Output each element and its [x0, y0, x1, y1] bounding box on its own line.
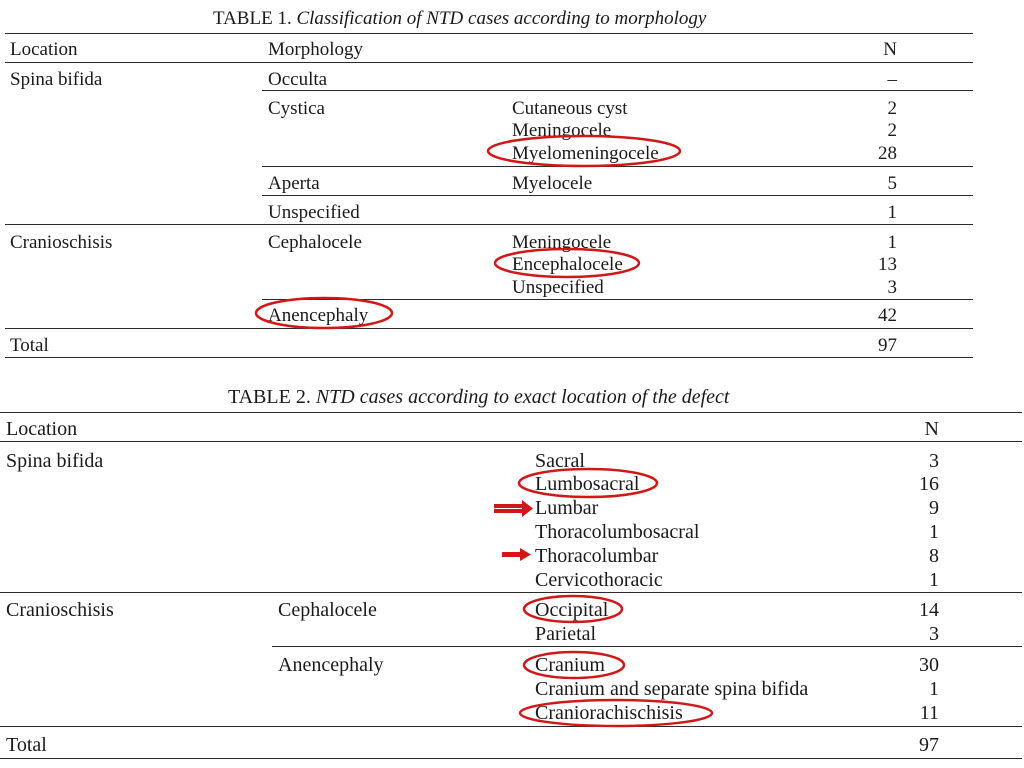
t1-header-location: Location [10, 39, 78, 60]
t1-encephalocele: Encephalocele [512, 254, 623, 275]
t1-anencephaly-n: 42 [878, 305, 897, 326]
t1-ceph-meningocele-n: 1 [887, 232, 897, 253]
table2-top-rule [0, 412, 1022, 413]
t1-cephalocele: Cephalocele [268, 232, 362, 253]
t1-meningocele: Meningocele [512, 120, 612, 141]
t2-craniorachischisis: Craniorachischisis [535, 702, 683, 724]
t1-rule-spina-end [5, 224, 973, 225]
t1-occulta: Occulta [268, 69, 328, 90]
t1-rule-cystica [262, 166, 973, 167]
t2-cranium: Cranium [535, 654, 605, 676]
table2-caption [228, 387, 729, 407]
arrow-lumbar-icon [494, 500, 533, 517]
t1-total: Total [10, 335, 49, 356]
table1-bottom-rule [5, 357, 973, 358]
t2-header-n: N [924, 418, 939, 440]
t2-header-location: Location [6, 418, 78, 440]
t2-thoracolumbosacral-n: 1 [929, 521, 939, 543]
t1-total-n: 97 [878, 335, 897, 356]
t1-unspecified-n: 1 [887, 202, 897, 223]
t2-cranium-sep-n: 1 [929, 678, 939, 700]
t2-lumbar: Lumbar [535, 497, 599, 519]
table2-caption-label: TABLE 2. [228, 386, 311, 408]
t2-parietal-n: 3 [929, 623, 939, 645]
table1-caption-title: Classification of NTD cases according to morphology [296, 8, 707, 29]
t2-cervicothoracic-n: 1 [929, 569, 939, 591]
table1-caption [213, 9, 706, 28]
t2-sacral: Sacral [535, 450, 585, 472]
t2-occipital: Occipital [535, 599, 609, 621]
t2-sacral-n: 3 [929, 450, 939, 472]
t1-anencephaly: Anencephaly [268, 305, 369, 326]
t2-parietal: Parietal [535, 623, 597, 645]
t1-cutaneous-cyst-n: 2 [887, 98, 897, 119]
t2-cranium-n: 30 [919, 654, 939, 676]
t2-lumbar-n: 9 [929, 497, 939, 519]
table1-caption-label: TABLE 1. [213, 8, 292, 29]
t1-rule-aperta [262, 195, 973, 196]
t1-myelocele-n: 5 [887, 173, 897, 194]
t2-cephalocele: Cephalocele [278, 599, 377, 621]
t2-thoracolumbosacral: Thoracolumbosacral [535, 521, 700, 543]
t1-ceph-unspecified-n: 3 [887, 277, 897, 298]
t1-ceph-meningocele: Meningocele [512, 232, 612, 253]
t1-cystica: Cystica [268, 98, 325, 119]
t2-total-n: 97 [919, 734, 939, 756]
t1-encephalocele-n: 13 [878, 254, 897, 275]
table2-header-rule [0, 441, 1022, 442]
t1-cranioschisis: Cranioschisis [10, 232, 113, 253]
t1-myelomeningocele: Myelomeningocele [512, 143, 659, 164]
arrow-thoracolumbar-icon [502, 548, 531, 561]
t2-lumbosacral: Lumbosacral [535, 473, 640, 495]
t1-header-morphology: Morphology [268, 39, 363, 60]
t1-myelomeningocele-n: 28 [878, 143, 897, 164]
table1-top-rule [5, 33, 973, 34]
t1-rule-cephalocele [262, 299, 973, 300]
t2-craniorachischisis-n: 11 [919, 702, 939, 724]
t1-spina-bifida: Spina bifida [10, 69, 103, 90]
t2-lumbosacral-n: 16 [919, 473, 939, 495]
table2-caption-title: NTD cases according to exact location of the defect [315, 386, 730, 408]
t1-ceph-unspecified: Unspecified [512, 277, 604, 298]
t1-cutaneous-cyst: Cutaneous cyst [512, 98, 628, 119]
t2-cranium-sep: Cranium and separate spina bifida [535, 678, 809, 700]
t2-rule-spina-end [0, 592, 1022, 593]
t2-anencephaly: Anencephaly [278, 654, 384, 676]
t1-unspecified: Unspecified [268, 202, 360, 223]
t1-rule-before-total [5, 328, 973, 329]
t1-meningocele-n: 2 [887, 120, 897, 141]
t1-myelocele: Myelocele [512, 173, 593, 194]
table1-header-rule [5, 62, 973, 63]
t1-occulta-n: – [887, 69, 897, 90]
t2-spina-bifida: Spina bifida [6, 450, 104, 472]
t2-cranioschisis: Cranioschisis [6, 599, 114, 621]
t2-rule-cephalocele [272, 646, 1022, 647]
t1-rule-occulta [262, 90, 973, 91]
t2-occipital-n: 14 [919, 599, 939, 621]
t2-thoracolumbar: Thoracolumbar [535, 545, 659, 567]
t2-cervicothoracic: Cervicothoracic [535, 569, 663, 591]
t2-thoracolumbar-n: 8 [929, 545, 939, 567]
t2-rule-before-total [0, 726, 1022, 727]
t2-total: Total [6, 734, 47, 756]
t1-aperta: Aperta [268, 173, 320, 194]
table2-bottom-rule [0, 758, 1022, 759]
t1-header-n: N [883, 39, 897, 60]
